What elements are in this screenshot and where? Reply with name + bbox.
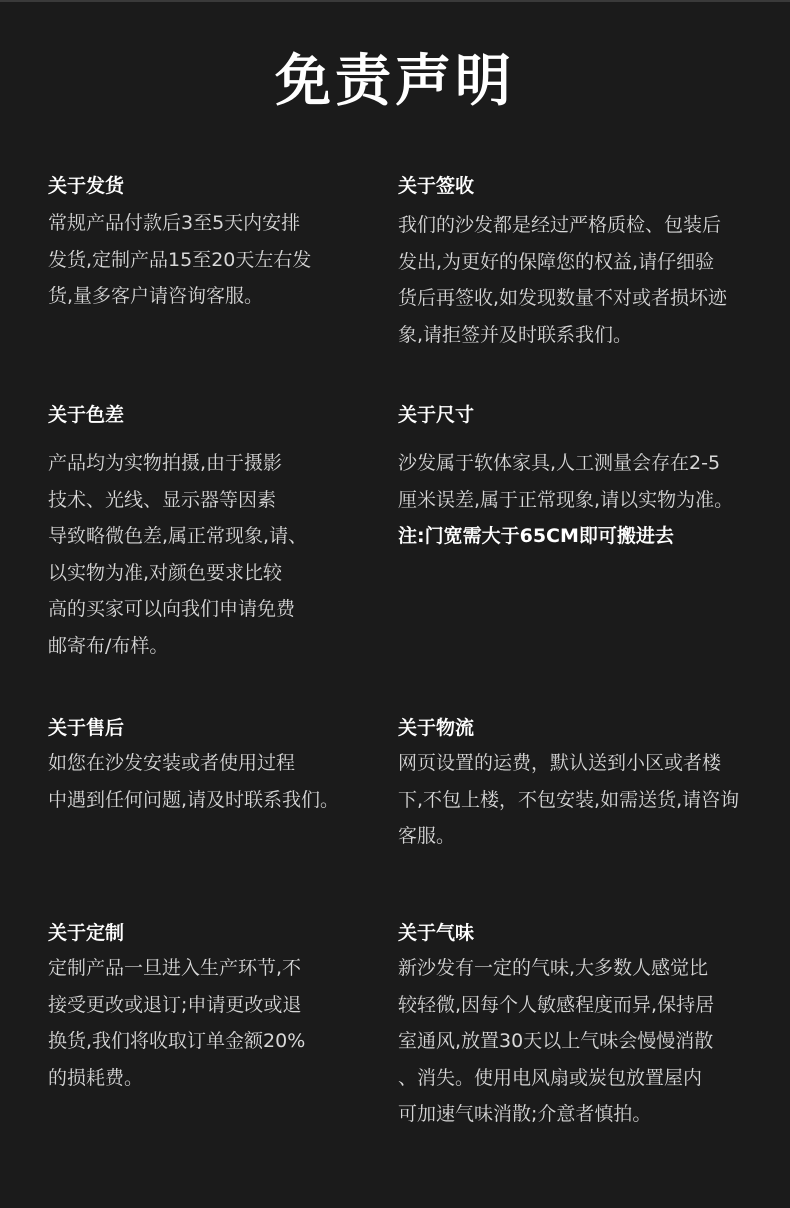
section-shipping [48,173,413,315]
section-color-difference [48,402,413,664]
section-heading: 关于发货 [48,175,125,197]
section-customization [48,920,413,1096]
section-line: 邮寄布/布样。 [48,634,169,657]
section-heading: 关于气味 [398,922,475,944]
section-heading: 关于色差 [48,404,125,426]
section-line: 定制产品一旦进入生产环节,不 [48,957,302,979]
section-line: 换货,我们将收取订单金额20% [48,1030,306,1052]
section-line: 客服。 [398,825,456,847]
section-line: 可加速气味消散;介意者慎拍。 [398,1103,652,1125]
section-line: 厘米误差,属于正常现象,请以实物为准。 [398,488,734,511]
top-divider [0,0,790,2]
section-line: 货后再签收,如发现数量不对或者损坏迹 [398,287,728,309]
section-line: 我们的沙发都是经过严格质检、包装后 [398,214,722,236]
section-line: 网页设置的运费，默认送到小区或者楼 [398,752,722,774]
section-line: 技术、光线、显示器等因素 [48,488,277,511]
section-line: 较轻微,因每个人敏感程度而异,保持居 [398,993,715,1016]
section-line: 、消失。使用电风扇或炭包放置屋内 [398,1066,703,1089]
section-line: 新沙发有一定的气味,大多数人感觉比 [398,957,709,979]
section-odor [398,920,763,1133]
section-line: 室通风,放置30天以上气味会慢慢消散 [398,1030,714,1052]
section-heading: 关于售后 [48,717,125,739]
section-signing [398,173,763,353]
section-line: 导致略微色差,属正常现象,请、 [48,525,308,547]
size-note: 注:门宽需大于65CM即可搬进去 [398,525,674,547]
section-after-sales [48,715,413,818]
section-line: 的损耗费。 [48,1066,144,1089]
page-title: 免责声明 [275,49,515,114]
section-line: 发货,定制产品15至20天左右发 [48,248,312,271]
section-heading: 关于定制 [48,922,125,944]
section-line: 常规产品付款后3至5天内安排 [48,212,301,234]
section-line: 货,量多客户请咨询客服。 [48,285,264,307]
section-size [398,402,763,555]
section-line: 如您在沙发安装或者使用过程 [48,752,296,774]
section-line: 发出,为更好的保障您的权益,请仔细验 [398,250,715,273]
section-line: 沙发属于软体家具,人工测量会存在2-5 [398,452,721,474]
section-logistics [398,715,763,855]
section-heading: 关于签收 [398,175,475,197]
section-heading: 关于尺寸 [398,404,475,426]
section-heading: 关于物流 [398,717,475,739]
section-line: 以实物为准,对颜色要求比较 [48,561,283,584]
section-line: 下,不包上楼，不包安装,如需送货,请咨询 [398,788,740,811]
section-line: 高的买家可以向我们申请免费 [48,598,296,620]
section-line: 接受更改或退订;申请更改或退 [48,993,302,1016]
section-line: 产品均为实物拍摄,由于摄影 [48,452,283,474]
section-line: 中遇到任何问题,请及时联系我们。 [48,788,340,811]
section-line: 象,请拒签并及时联系我们。 [398,323,633,346]
